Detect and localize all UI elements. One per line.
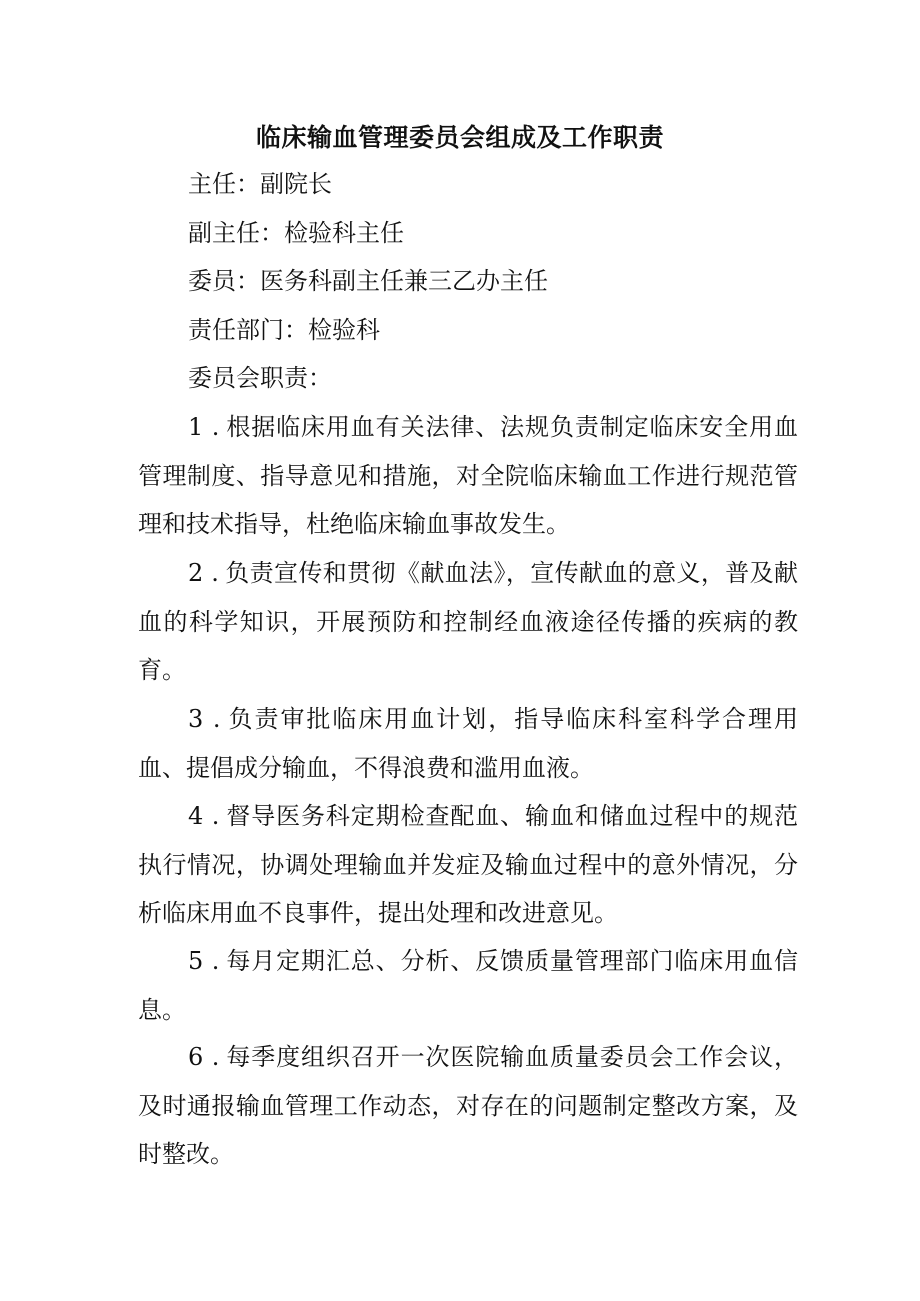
- duty-item-1: [138, 403, 798, 549]
- duty-text: 督导医务科定期检查配血、输血和储血过程中的规范执行情况，协调处理输血并发症及输血过程中的意外情况，分析临床用血不良事件，提出处理和改进意见。: [138, 802, 798, 927]
- director-line: 主任：副院长: [188, 170, 332, 198]
- duty-number: 6 .: [188, 1043, 220, 1071]
- duty-item-6: [138, 1033, 798, 1179]
- committee-duties-heading: 委员会职责：: [188, 364, 332, 392]
- duty-number: 5 .: [188, 947, 220, 975]
- members-line: 委员：医务科副主任兼三乙办主任: [188, 267, 548, 295]
- responsible-department-line: 责任部门：检验科: [188, 316, 380, 344]
- duty-number: 3 .: [188, 705, 221, 733]
- duty-text: 每月定期汇总、分析、反馈质量管理部门临床用血信息。: [138, 947, 798, 1024]
- duty-text: 根据临床用血有关法律、法规负责制定临床安全用血管理制度、指导意见和措施，对全院临床输血工作进行规范管理和技术指导，杜绝临床输血事故发生。: [138, 413, 798, 538]
- duty-text: 负责审批临床用血计划，指导临床科室科学合理用血、提倡成分输血，不得浪费和滥用血液。: [138, 705, 799, 782]
- duty-item-2: [138, 549, 798, 695]
- duty-item-4: [138, 792, 798, 938]
- duty-text: 每季度组织召开一次医院输血质量委员会工作会议，及时通报输血管理工作动态，对存在的问题制定整改方案，及时整改。: [138, 1043, 798, 1168]
- duty-item-3: [138, 695, 798, 792]
- deputy-director-line: 副主任：检验科主任: [188, 219, 404, 247]
- duty-number: 2 .: [188, 559, 219, 587]
- duty-number: 1 .: [188, 413, 220, 441]
- duty-text: 负责宣传和贯彻《献血法》，宣传献血的意义，普及献血的科学知识，开展预防和控制经血液途径传播的疾病的教育。: [138, 559, 798, 684]
- duty-number: 4 .: [188, 802, 220, 830]
- duty-item-5: [138, 937, 798, 1034]
- document-title: 临床输血管理委员会组成及工作职责: [255, 123, 664, 152]
